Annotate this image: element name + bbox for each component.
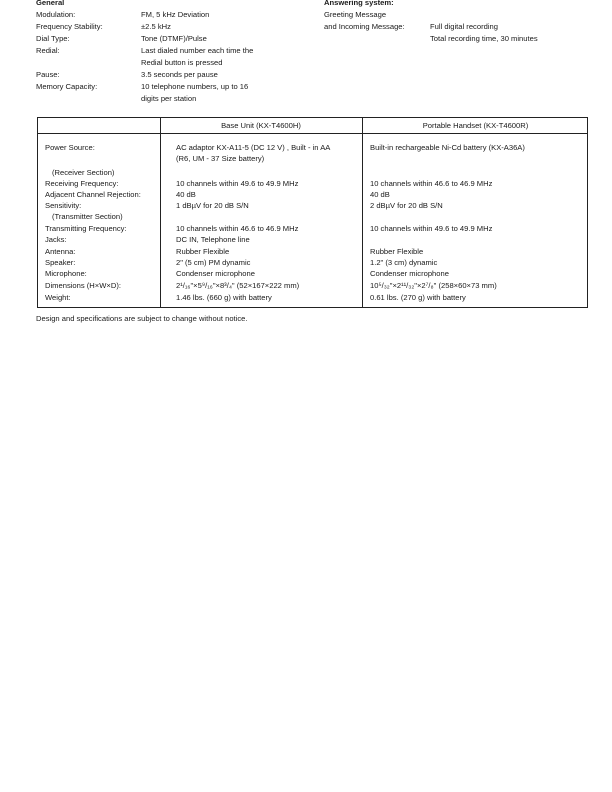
sensitivity-base: 1 dBµV for 20 dB S/N xyxy=(176,201,249,210)
power-source-handset: Built-in rechargeable Ni-Cd battery (KX-A36A) xyxy=(370,143,525,152)
table-column-divider-2 xyxy=(362,118,363,307)
dimensions-label: Dimensions (H×W×D): xyxy=(45,281,121,290)
adjacent-channel-base: 40 dB xyxy=(176,190,196,199)
memory-capacity-value-line2: digits per station xyxy=(141,94,197,103)
recording-type-value: Full digital recording xyxy=(430,22,498,31)
redial-value-line1: Last dialed number each time the xyxy=(141,46,254,55)
jacks-base: DC IN, Telephone line xyxy=(176,235,250,244)
incoming-message-label: and Incoming Message: xyxy=(324,22,405,31)
transmitter-section-label: (Transmitter Section) xyxy=(52,212,123,221)
adjacent-channel-handset: 40 dB xyxy=(370,190,390,199)
pause-label: Pause: xyxy=(36,70,60,79)
adjacent-channel-label: Adjacent Channel Rejection: xyxy=(45,190,141,199)
greeting-message-label: Greeting Message xyxy=(324,10,387,19)
base-unit-header: Base Unit (KX-T4600H) xyxy=(221,121,301,130)
handset-header: Portable Handset (KX-T4600R) xyxy=(422,121,529,130)
transmitting-frequency-base: 10 channels within 46.6 to 46.9 MHz xyxy=(176,224,299,233)
table-column-divider-1 xyxy=(160,118,161,307)
transmitting-frequency-label: Transmitting Frequency: xyxy=(45,224,127,233)
memory-capacity-value-line1: 10 telephone numbers, up to 16 xyxy=(141,82,249,91)
sensitivity-handset: 2 dBµV for 20 dB S/N xyxy=(370,201,443,210)
weight-base: 1.46 lbs. (660 g) with battery xyxy=(176,293,272,302)
power-source-label: Power Source: xyxy=(45,143,95,152)
redial-label: Redial: xyxy=(36,46,60,55)
power-source-base-line2: (R6, UM - 37 Size battery) xyxy=(176,154,265,163)
recording-time-value: Total recording time, 30 minutes xyxy=(430,34,538,43)
redial-value-line2: Redial button is pressed xyxy=(141,58,223,67)
frequency-stability-value: ±2.5 kHz xyxy=(141,22,171,31)
dial-type-value: Tone (DTMF)/Pulse xyxy=(141,34,207,43)
speaker-handset: 1.2" (3 cm) dynamic xyxy=(370,258,438,267)
footer-note: Design and specifications are subject to change without notice. xyxy=(36,314,248,323)
general-heading: General xyxy=(36,0,65,7)
microphone-base: Condenser microphone xyxy=(176,269,255,278)
spec-table xyxy=(37,117,588,308)
receiver-section-label: (Receiver Section) xyxy=(52,168,115,177)
modulation-value: FM, 5 kHz Deviation xyxy=(141,10,210,19)
answering-system-heading: Answering system: xyxy=(324,0,394,7)
antenna-handset: Rubber Flexible xyxy=(370,247,424,256)
weight-handset: 0.61 lbs. (270 g) with battery xyxy=(370,293,466,302)
dial-type-label: Dial Type: xyxy=(36,34,70,43)
receiving-frequency-handset: 10 channels within 46.6 to 46.9 MHz xyxy=(370,179,493,188)
antenna-label: Antenna: xyxy=(45,247,76,256)
speaker-label: Speaker: xyxy=(45,258,76,267)
jacks-label: Jacks: xyxy=(45,235,67,244)
dimensions-base: 2¹/₁₆"×5⁹/₁₆"×8³/₄" (52×167×222 mm) xyxy=(176,281,300,290)
modulation-label: Modulation: xyxy=(36,10,76,19)
memory-capacity-label: Memory Capacity: xyxy=(36,82,98,91)
sensitivity-label: Sensitivity: xyxy=(45,201,82,210)
power-source-base-line1: AC adaptor KX-A11-5 (DC 12 V) , Built - in AA xyxy=(176,143,331,152)
dimensions-handset: 10⁵/₃₂"×2¹¹/₃₂"×2⁷/₈" (258×60×73 mm) xyxy=(370,281,497,290)
pause-value: 3.5 seconds per pause xyxy=(141,70,218,79)
microphone-label: Microphone: xyxy=(45,269,87,278)
speaker-base: 2" (5 cm) PM dynamic xyxy=(176,258,251,267)
receiving-frequency-base: 10 channels within 49.6 to 49.9 MHz xyxy=(176,179,299,188)
weight-label: Weight: xyxy=(45,293,71,302)
table-header-divider xyxy=(38,133,587,134)
receiving-frequency-label: Receiving Frequency: xyxy=(45,179,119,188)
microphone-handset: Condenser microphone xyxy=(370,269,449,278)
transmitting-frequency-handset: 10 channels within 49.6 to 49.9 MHz xyxy=(370,224,493,233)
frequency-stability-label: Frequency Stability: xyxy=(36,22,103,31)
antenna-base: Rubber Flexible xyxy=(176,247,230,256)
